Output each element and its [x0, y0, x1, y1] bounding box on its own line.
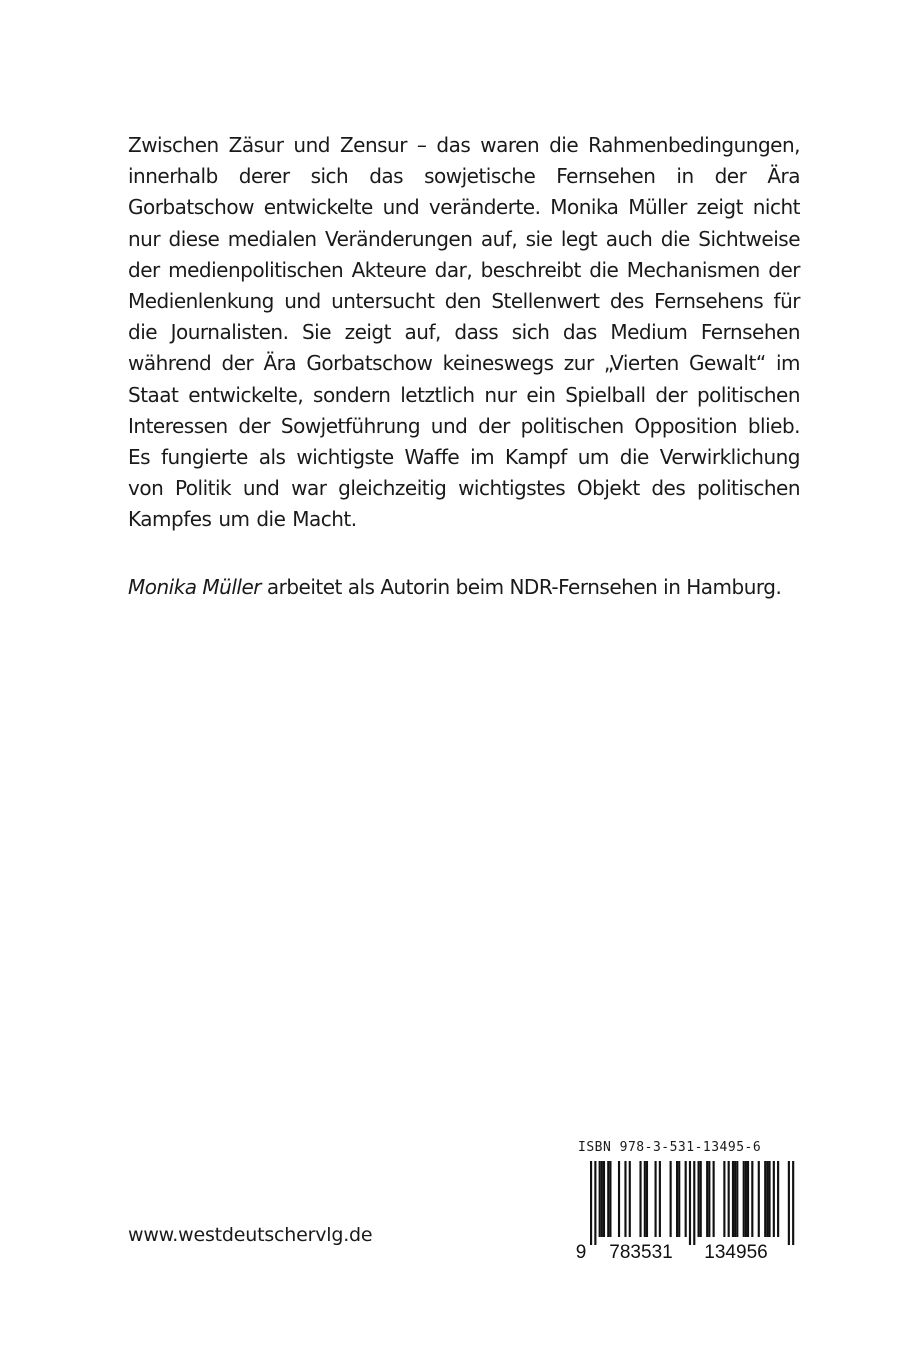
- barcode-bar: [676, 1161, 678, 1237]
- barcode-guard-bar: [693, 1161, 695, 1245]
- barcode-bar: [646, 1161, 648, 1237]
- barcode-bar: [747, 1161, 749, 1237]
- barcode-bar: [609, 1161, 611, 1237]
- barcode-bar: [670, 1161, 672, 1237]
- barcode-guard-bar: [788, 1161, 790, 1245]
- blurb-text: Zwischen Zäsur und Zensur – das waren die Rahmenbedingungen, innerhalb derer sich das sowjetische Fernsehen in der Ära Gorbatschow entwickelte und veränderte. Monika Müller zeigt nicht nur diese medialen Veränderungen auf, sie legt auch die Sichtweise der medienpolitischen Akteure dar, beschreibt die Mechanismen der Medienlenkung und untersucht den Stellenwert des Fernsehens für die Journalisten. Sie zeigt auf, dass sich das Medium Fernsehen während der Ära Gorbatschow keineswegs zur „Vierten Gewalt“ im Staat entwickelte, sondern letztlich nur ein Spielball der politischen Interessen der Sowjetführung und der politischen Opposition blieb. Es fungierte als wichtigste Waffe im Kampf um die Verwirklichung von Politik und war gleichzeitig wichtigstes Objekt des politischen Kampfes um die Macht.: [128, 133, 800, 532]
- barcode-bar: [758, 1161, 760, 1237]
- barcode-bar: [644, 1161, 646, 1237]
- author-bio-text: arbeitet als Autorin beim NDR-Fernsehen in Hamburg.: [261, 575, 782, 599]
- barcode-bar: [728, 1161, 730, 1237]
- barcode-bar: [736, 1161, 738, 1237]
- barcode-digit-first: 9: [575, 1242, 587, 1259]
- barcode-bar: [659, 1161, 661, 1237]
- barcode-digits-left: 783531: [609, 1242, 673, 1259]
- barcode-bar: [766, 1161, 768, 1237]
- barcode-guard-bar: [594, 1161, 596, 1245]
- barcode-bar: [678, 1161, 680, 1237]
- barcode-bar: [732, 1161, 734, 1237]
- barcode-bar: [708, 1161, 710, 1237]
- barcode-bar: [599, 1161, 601, 1237]
- barcode-digits-right: 134956: [704, 1242, 768, 1259]
- barcode-bar: [700, 1161, 702, 1237]
- barcode-bar: [764, 1161, 766, 1237]
- barcode-graphic: [574, 1161, 800, 1259]
- barcode-guard-bar: [689, 1161, 691, 1245]
- barcode-bar: [698, 1161, 700, 1237]
- barcode-bar: [706, 1161, 708, 1237]
- barcode-bar: [655, 1161, 657, 1237]
- barcode-bar: [618, 1161, 620, 1237]
- barcode-bar: [603, 1161, 605, 1237]
- publisher-website: www.westdeutschervlg.de: [128, 1224, 373, 1246]
- author-name: Monika Müller: [128, 575, 261, 599]
- barcode-bar: [777, 1161, 779, 1237]
- barcode-bar: [685, 1161, 687, 1237]
- barcode-bar: [773, 1161, 775, 1237]
- barcode-bar: [723, 1161, 725, 1237]
- barcode-bar: [601, 1161, 603, 1237]
- barcode-bar: [743, 1161, 745, 1237]
- isbn-barcode-block: [574, 1140, 804, 1259]
- author-bio: [128, 572, 828, 603]
- barcode-bar: [639, 1161, 641, 1237]
- barcode-guard-bar: [590, 1161, 592, 1245]
- barcode-bar: [745, 1161, 747, 1237]
- barcode-bar: [734, 1161, 736, 1237]
- barcode-bar: [768, 1161, 770, 1237]
- barcode-bar: [751, 1161, 753, 1237]
- barcode-bar: [629, 1161, 631, 1237]
- isbn-label: ISBN 978-3-531-13495-6: [578, 1140, 762, 1155]
- barcode-bar: [624, 1161, 626, 1237]
- barcode-bar: [607, 1161, 609, 1237]
- barcode-guard-bar: [792, 1161, 794, 1245]
- barcode-bar: [713, 1161, 715, 1237]
